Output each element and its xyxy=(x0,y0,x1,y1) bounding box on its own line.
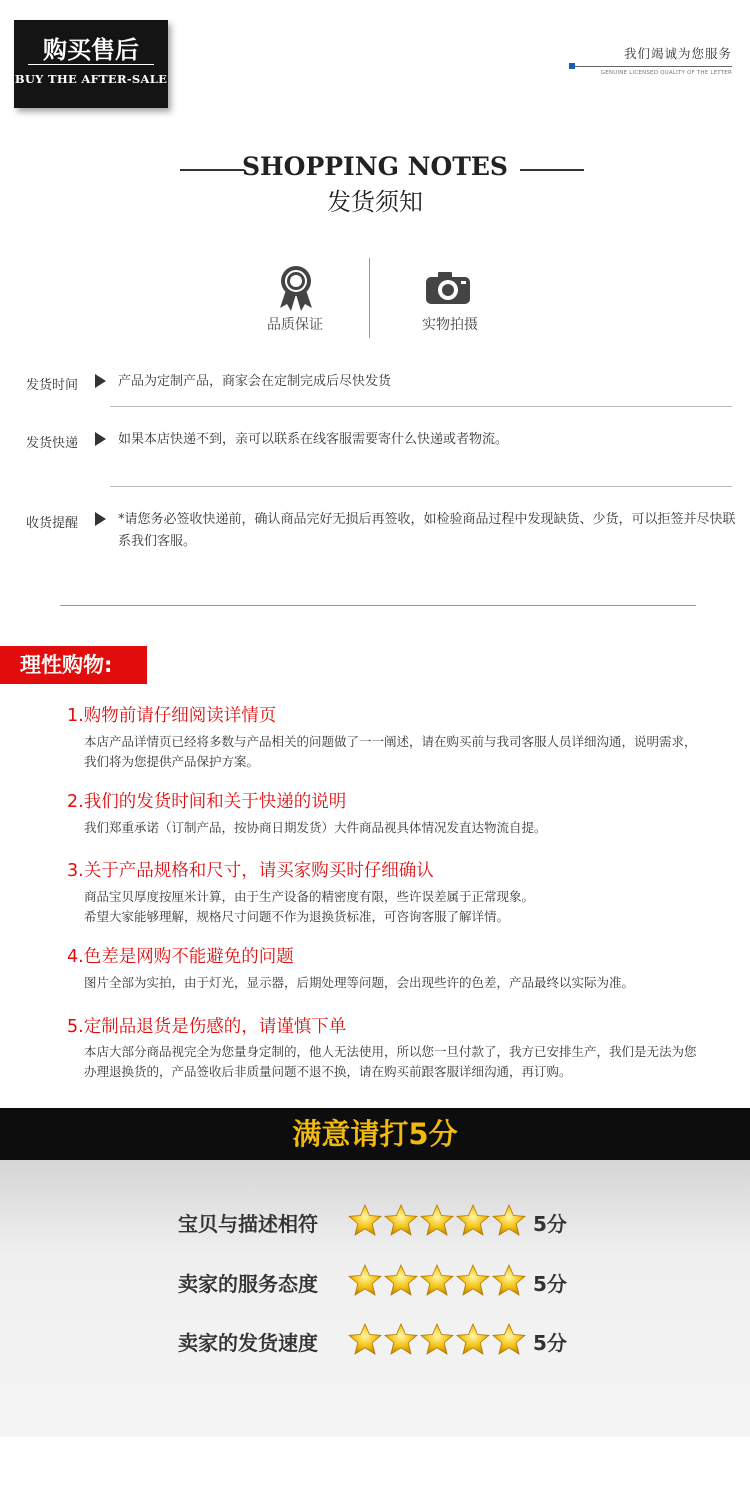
star-icon[interactable] xyxy=(492,1204,526,1236)
service-slogan xyxy=(572,44,732,76)
quality-guarantee-label: 品质保证 xyxy=(267,317,323,333)
star-icon[interactable] xyxy=(348,1323,382,1355)
row-divider xyxy=(110,406,732,407)
star-icon[interactable] xyxy=(492,1323,526,1355)
notice-body-3b: 希望大家能够理解，规格尺寸问题不作为退换货标准，可咨询客服了解详情。 xyxy=(84,909,510,924)
rating-label-description: 宝贝与描述相符 xyxy=(178,1212,318,1236)
shopping-notes-title: SHOPPING NOTES xyxy=(242,152,508,181)
info-label-receipt: 收货提醒 xyxy=(26,516,79,531)
notice-body-1: 本店产品详情页已经将多数与产品相关的问题做了一一阐述，请在购买前与我司客服人员详细沟通，说明需求，我们将为您提供产品保护方案。 xyxy=(84,734,697,769)
info-text-courier: 如果本店快递不到，亲可以联系在线客服需要寄什么快递或者物流。 xyxy=(118,432,509,447)
award-ribbon-icon xyxy=(276,264,316,316)
play-arrow-icon xyxy=(95,432,106,446)
feature-divider xyxy=(369,258,370,338)
notice-body-2: 我们郑重承诺（订制产品，按协商日期发货）大件商品视具体情况发直达物流自提。 xyxy=(84,820,547,835)
camera-icon xyxy=(424,270,472,310)
star-icon[interactable] xyxy=(384,1323,418,1355)
star-icon[interactable] xyxy=(348,1204,382,1236)
star-icon[interactable] xyxy=(384,1204,418,1236)
section-divider xyxy=(60,605,696,606)
info-text-receipt: *请您务必签收快递前，确认商品完好无损后再签收，如检验商品过程中发现缺货、少货，可以拒签并尽快联系我们客服。 xyxy=(118,512,736,549)
info-label-courier: 发货快递 xyxy=(26,436,79,451)
star-icon[interactable] xyxy=(456,1204,490,1236)
notice-heading-5: 5.定制品退货是伤感的，请谨慎下单 xyxy=(67,1017,347,1037)
notice-heading-4: 4.色差是网购不能避免的问题 xyxy=(67,947,294,967)
info-text-ship-time: 产品为定制产品，商家会在定制完成后尽快发货 xyxy=(118,374,392,389)
real-photo-label: 实物拍摄 xyxy=(422,317,478,333)
star-icon[interactable] xyxy=(420,1323,454,1355)
rating-title: 满意请打5分 xyxy=(292,1117,458,1151)
service-slogan-en: GENUINE LICENSED QUALITY OF THE LETTER xyxy=(600,70,732,76)
shipping-notice-title: 发货须知 xyxy=(327,188,423,216)
row-divider xyxy=(110,486,732,487)
star-icon[interactable] xyxy=(420,1264,454,1296)
rating-label-service: 卖家的服务态度 xyxy=(178,1272,318,1296)
blue-square-icon xyxy=(569,63,575,69)
star-rating-service[interactable] xyxy=(348,1264,528,1300)
rating-score-description: 5分 xyxy=(533,1212,567,1236)
badge-title-cn: 购买售后 xyxy=(43,36,139,64)
service-slogan-cn: 我们竭诚为您服务 xyxy=(623,46,732,61)
badge-title-en: BUY THE AFTER-SALE xyxy=(14,72,168,86)
service-slogan-line xyxy=(572,66,732,67)
star-icon[interactable] xyxy=(384,1264,418,1296)
star-rating-description[interactable] xyxy=(348,1204,528,1240)
notice-body-3: 商品宝贝厚度按厘米计算，由于生产设备的精密度有限，些许误差属于正常现象。 xyxy=(84,889,535,904)
star-icon[interactable] xyxy=(492,1264,526,1296)
rational-shopping-tag: 理性购物: xyxy=(0,646,147,684)
star-rating-speed[interactable] xyxy=(348,1323,528,1359)
play-arrow-icon xyxy=(95,374,106,388)
notice-heading-3: 3.关于产品规格和尺寸，请买家购买时仔细确认 xyxy=(67,861,434,881)
star-icon[interactable] xyxy=(456,1323,490,1355)
star-icon[interactable] xyxy=(348,1264,382,1296)
play-arrow-icon xyxy=(95,512,106,526)
star-icon[interactable] xyxy=(420,1204,454,1236)
after-sale-badge xyxy=(14,20,168,108)
badge-divider xyxy=(28,64,154,65)
rating-label-speed: 卖家的发货速度 xyxy=(178,1331,318,1355)
notice-heading-1: 1.购物前请仔细阅读详情页 xyxy=(67,706,277,726)
notice-body-4: 图片全部为实拍，由于灯光，显示器，后期处理等问题，会出现些许的色差，产品最终以实际为准。 xyxy=(84,975,635,990)
info-label-ship-time: 发货时间 xyxy=(26,378,79,393)
rating-score-service: 5分 xyxy=(533,1272,567,1296)
notice-body-5: 本店大部分商品视完全为您量身定制的，他人无法使用，所以您一旦付款了，我方已安排生产，我们是无法为您办理退换货的，产品签收后非质量问题不退不换，请在购买前跟客服详细沟通，再订购。 xyxy=(84,1044,697,1079)
notice-heading-2: 2.我们的发货时间和关于快递的说明 xyxy=(67,792,347,812)
rating-score-speed: 5分 xyxy=(533,1331,567,1355)
star-icon[interactable] xyxy=(456,1264,490,1296)
